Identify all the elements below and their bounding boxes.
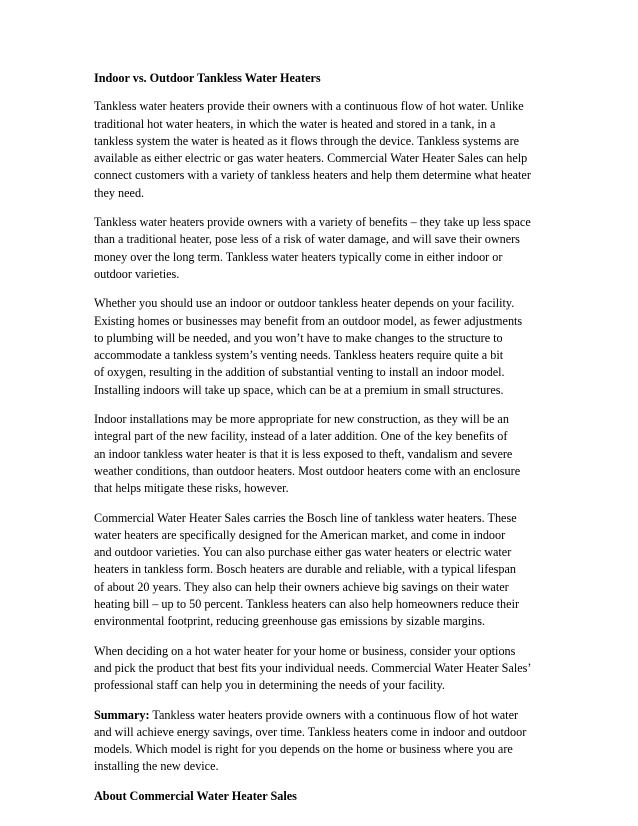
text-line: available as either electric or gas water heaters. Commercial Water Heater Sales can help — [94, 151, 528, 166]
text-line: heating bill – up to 50 percent. Tankless heaters can also help homeowners reduce their — [94, 597, 520, 612]
text-line: that helps mitigate these risks, however. — [94, 481, 289, 496]
text-line: an indoor tankless water heater is that it is less exposed to theft, vandalism and severe — [94, 446, 513, 461]
text-line: tankless system the water is heated as it flows through the device. Tankless systems are — [94, 133, 520, 148]
text-line: and will achieve energy savings, over time. Tankless heaters come in indoor and outdoor — [94, 724, 527, 739]
text-line: integral part of the new facility, instead of a later addition. One of the key benefits of — [94, 429, 508, 444]
text-line: Existing homes or businesses may benefit from an outdoor model, as fewer adjustments — [94, 313, 523, 328]
section-heading-about: About Commercial Water Heater Sales — [94, 788, 297, 803]
text-line: and outdoor varieties. You can also purchase either gas water heaters or electric water — [94, 545, 512, 560]
text-line: heaters in tankless form. Bosch heaters are durable and reliable, with a typical lifespan — [94, 562, 517, 577]
paragraph-1 — [94, 98, 554, 202]
text-line: connect customers with a variety of tankless heaters and help them determine what heater — [94, 168, 531, 183]
text-line: than a traditional heater, pose less of a risk of water damage, and will save their owners — [94, 232, 520, 247]
text-line: environmental footprint, reducing greenhouse gas emissions by sizable margins. — [94, 614, 486, 629]
text-line: installing the new device. — [94, 759, 219, 774]
text-line: weather conditions, than outdoor heaters. Most outdoor heaters come with an enclosure — [94, 463, 521, 478]
summary-paragraph — [94, 707, 554, 776]
text-line: of about 20 years. They also can help their owners achieve big savings on their water — [94, 579, 509, 594]
text-line: traditional hot water heaters, in which the water is heated and stored in a tank, in a — [94, 116, 496, 131]
text-line: water heaters are specifically designed for the American market, and come in indoor — [94, 527, 506, 542]
paragraph-3 — [94, 295, 554, 399]
text-line: Tankless water heaters provide their owners with a continuous flow of hot water. Unlike — [94, 99, 524, 114]
text-line: they need. — [94, 185, 145, 200]
text-line: outdoor varieties. — [94, 266, 180, 281]
text-line: models. Which model is right for you depends on the home or business where you are — [94, 742, 513, 757]
paragraph-5 — [94, 510, 554, 631]
text-line: Commercial Water Heater Sales carries the Bosch line of tankless water heaters. These — [94, 510, 517, 525]
text-line: Whether you should use an indoor or outdoor tankless heater depends on your facility. — [94, 296, 515, 311]
text-line: Installing indoors will take up space, which can be at a premium in small structures. — [94, 382, 504, 397]
text-line: professional staff can help you in determining the needs of your facility. — [94, 678, 445, 693]
text-line: When deciding on a hot water heater for your home or business, consider your options — [94, 643, 516, 658]
text-line: money over the long term. Tankless water heaters typically come in either indoor or — [94, 249, 503, 264]
summary-first-line-text: Tankless water heaters provide owners with a continuous flow of hot water — [149, 707, 519, 722]
text-line: and pick the product that best fits your individual needs. Commercial Water Heater Sales’ — [94, 660, 532, 675]
text-line: of oxygen, resulting in the addition of substantial venting to install an indoor model. — [94, 365, 505, 380]
document-body — [94, 70, 554, 805]
page-title: Indoor vs. Outdoor Tankless Water Heaters — [94, 71, 321, 85]
summary-first-line — [94, 707, 554, 724]
text-line: Tankless water heaters provide owners with a variety of benefits – they take up less space — [94, 215, 531, 230]
text-line: Indoor installations may be more appropriate for new construction, as they will be an — [94, 412, 509, 427]
paragraph-6 — [94, 643, 554, 695]
paragraph-2 — [94, 214, 554, 283]
text-line: accommodate a tankless system’s venting needs. Tankless heaters require quite a bit — [94, 348, 504, 363]
summary-label: Summary: — [94, 707, 150, 722]
text-line: to plumbing will be needed, and you won’t have to make changes to the structure to — [94, 330, 503, 345]
paragraph-4 — [94, 411, 554, 497]
